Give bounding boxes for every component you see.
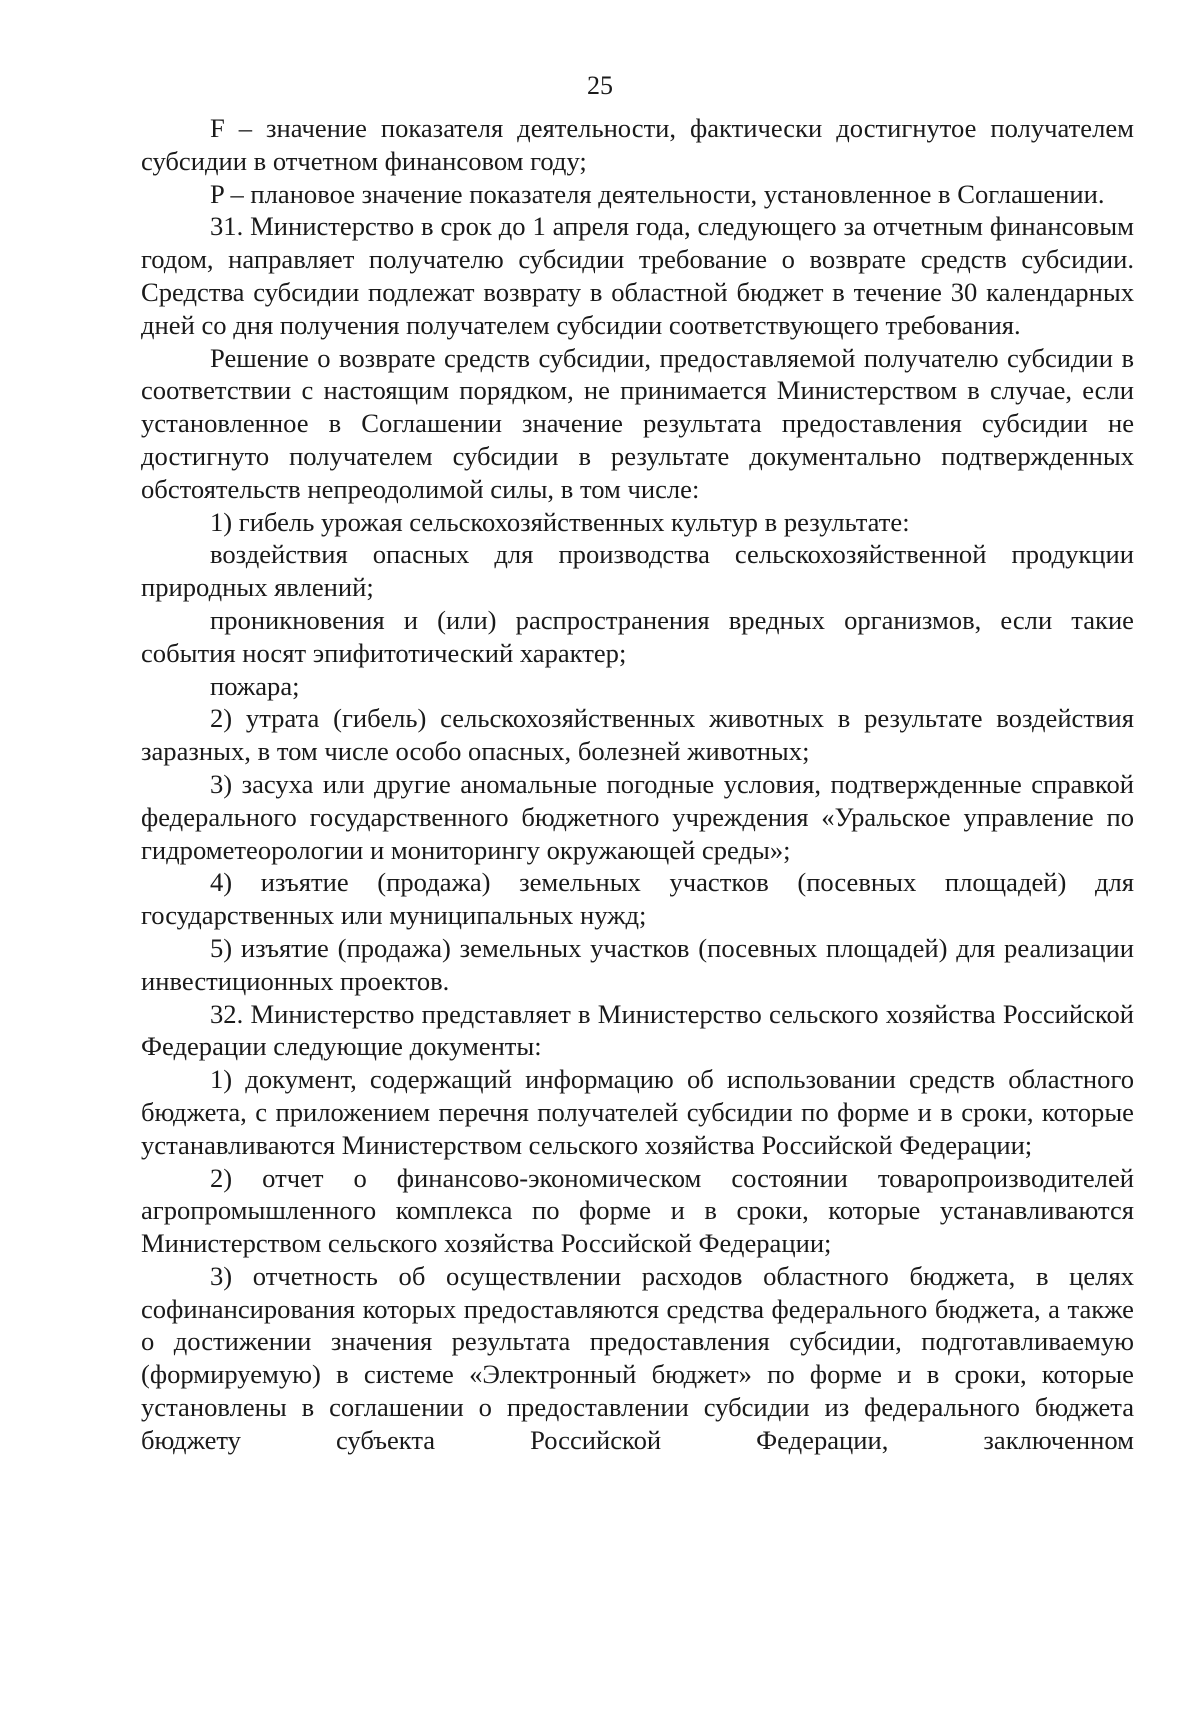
doc-item-1: 1) документ, содержащий информацию об использовании средств областного бюджета, с приложением перечня получателей субсидии по форме и в сроки, которые устанавливаются Министерством сельского хозяйства Российской Федерации; <box>141 1064 1134 1160</box>
paragraph-f-definition: F – значение показателя деятельности, фактически достигнутое получателем субсидии в отчетном финансовом году; <box>141 113 1134 176</box>
list-item-5: 5) изъятие (продажа) земельных участков (посевных площадей) для реализации инвестиционных проектов. <box>141 932 1134 996</box>
doc-item-2: 2) отчет о финансово-экономическом состоянии товаропроизводителей агропромышленного комплекса по форме и в сроки, которые устанавливаются Министерством сельского хозяйства Российской Федерации; <box>141 1162 1134 1259</box>
paragraph-refund-decision: Решение о возврате средств субсидии, предоставляемой получателю субсидии в соответствии с настоящим порядком, не принимается Министерством в случае, если установленное в Соглашении значение результата предоставления субсидии не достигнуто получателем субсидии в результате документально подтвержденных обстоятельств непреодолимой силы, в том числе: <box>141 342 1134 504</box>
paragraph-p-definition: P – плановое значение показателя деятельности, установленное в Соглашении. <box>210 178 1105 209</box>
document-body <box>141 112 1134 1457</box>
list-item-2: 2) утрата (гибель) сельскохозяйственных животных в результате воздействия заразных, в том числе особо опасных, болезней животных; <box>141 703 1134 767</box>
list-item-1-b: проникновения и (или) распространения вредных организмов, если такие события носят эпифитотический характер; <box>141 604 1134 668</box>
page-number: 25 <box>587 71 613 100</box>
list-item-3: 3) засуха или другие аномальные погодные условия, подтвержденные справкой федерального государственного бюджетного учреждения «Уральское управление по гидрометеорологии и мониторингу окружающей среды»; <box>141 768 1134 865</box>
doc-item-3: 3) отчетность об осуществлении расходов областного бюджета, в целях софинансирования которых предоставляются средства федерального бюджета, а также о достижении значения результата предоставления субсидии, подготавливаемую (формируемую) в системе «Электронный бюджет» по форме и в сроки, которые установлены в соглашении о предоставлении субсидии из федерального бюджета бюджету субъекта Российской Федерации, заключенном <box>141 1260 1134 1455</box>
list-item-1: 1) гибель урожая сельскохозяйственных культур в результате: <box>210 506 910 537</box>
list-item-1-a: воздействия опасных для производства сельскохозяйственной продукции природных явлений; <box>141 539 1134 603</box>
paragraph-32: 32. Министерство представляет в Министерство сельского хозяйства Российской Федерации следующие документы: <box>141 998 1134 1062</box>
list-item-1-c: пожара; <box>210 670 300 701</box>
list-item-4: 4) изъятие (продажа) земельных участков (посевных площадей) для государственных или муниципальных нужд; <box>141 867 1134 931</box>
paragraph-31: 31. Министерство в срок до 1 апреля года, следующего за отчетным финансовым годом, направляет получателю субсидии требование о возврате средств субсидии. Средства субсидии подлежат возврату в областной бюджет в течение 30 календарных дней со дня получения получателем субсидии соответствующего требования. <box>141 211 1134 340</box>
